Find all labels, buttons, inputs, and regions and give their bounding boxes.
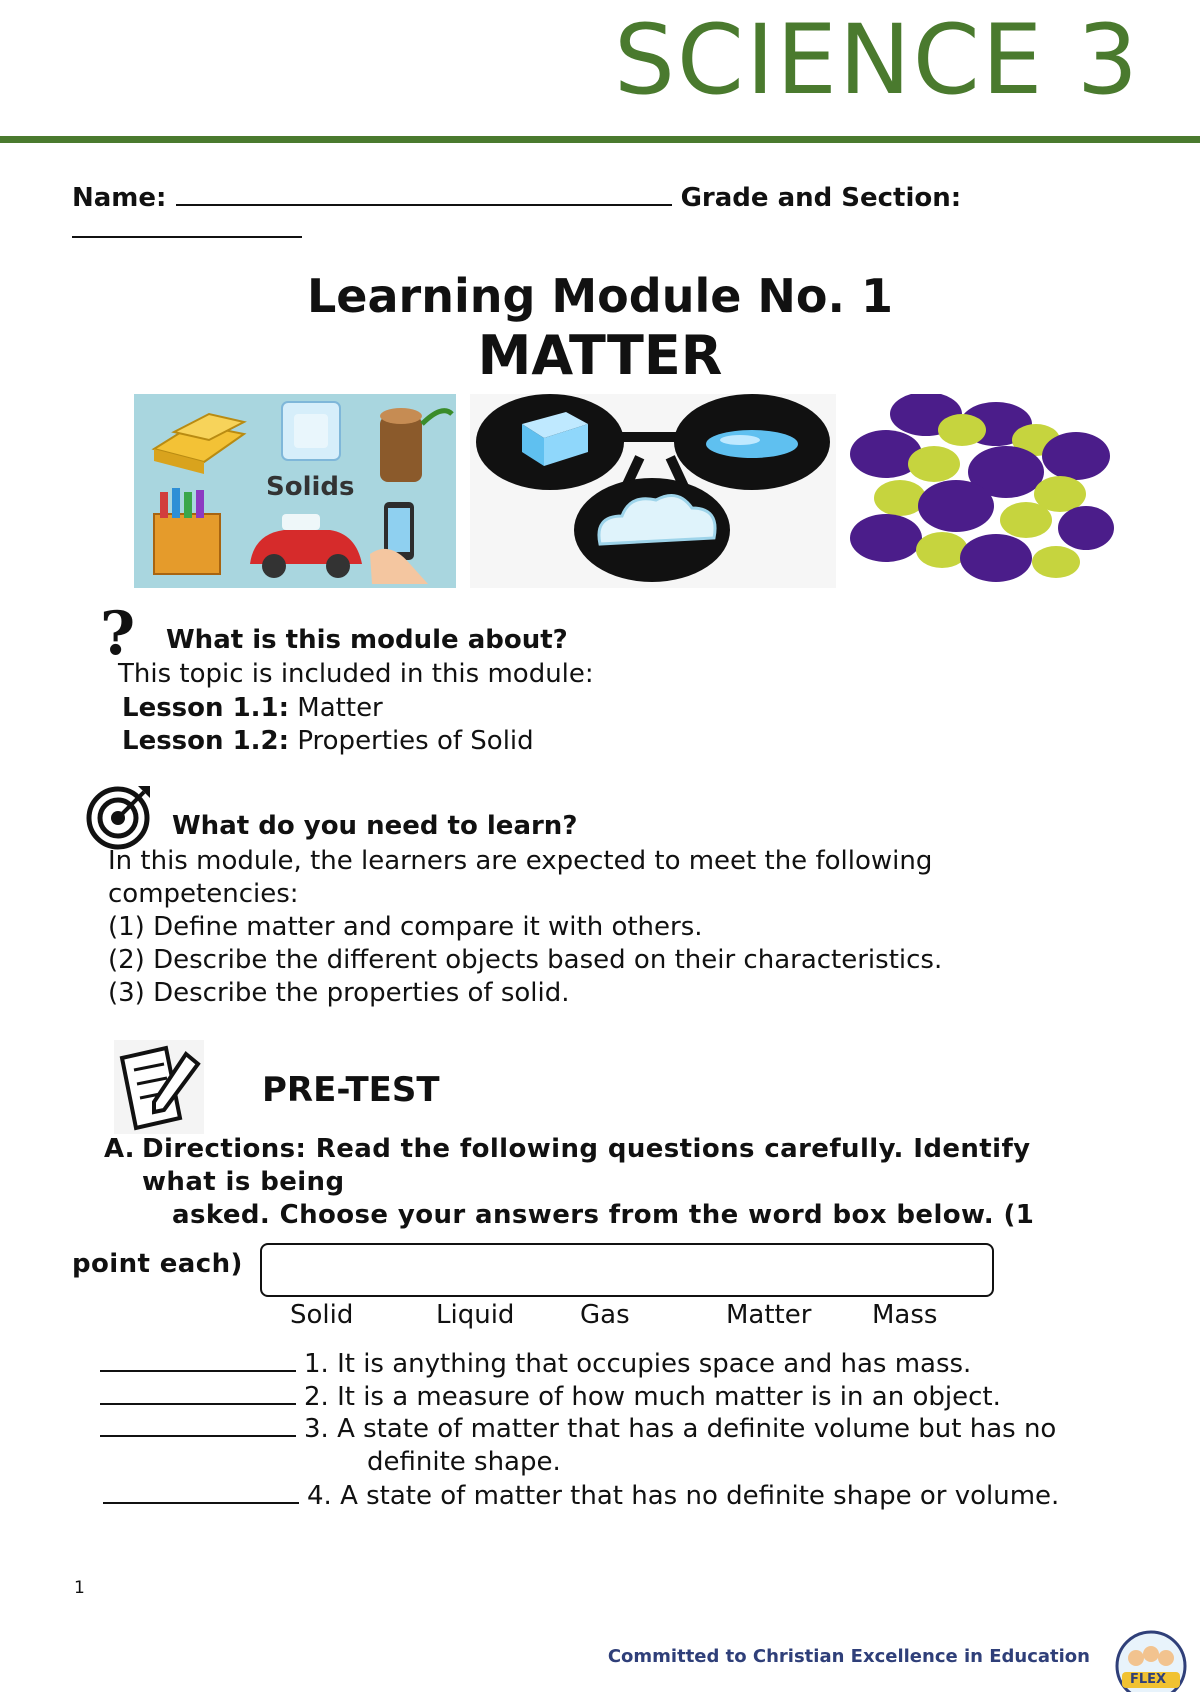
- competency-item: (3) Describe the properties of solid.: [108, 978, 570, 1008]
- word-box-option: Solid: [290, 1300, 354, 1330]
- word-box-option: Matter: [726, 1300, 812, 1330]
- svg-text:?: ?: [100, 599, 136, 662]
- question-item: [100, 1348, 971, 1381]
- page-number: 1: [74, 1578, 85, 1598]
- word-box: [260, 1243, 994, 1297]
- lesson-title: Properties of Solid: [297, 726, 534, 756]
- question-text: 3. A state of matter that has a definite volume but has no: [304, 1414, 1057, 1444]
- particle-model-picture: [846, 394, 1114, 588]
- directions-text: asked. Choose your answers from the word box below. (1: [172, 1200, 1035, 1230]
- states-of-matter-picture: [470, 394, 836, 588]
- pretest-heading: PRE-TEST: [262, 1070, 440, 1110]
- name-blank[interactable]: [176, 204, 672, 206]
- subject-title: SCIENCE 3: [613, 4, 1140, 116]
- learn-intro: In this module, the learners are expected to meet the following: [108, 846, 933, 876]
- name-row: [72, 182, 961, 215]
- question-item: [103, 1480, 1059, 1513]
- target-icon: [86, 782, 154, 850]
- lesson-label: Lesson 1.1:: [122, 693, 290, 723]
- question-text: 4. A state of matter that has no definite shape or volume.: [307, 1481, 1060, 1511]
- grade-section-blank[interactable]: [72, 236, 302, 238]
- answer-blank[interactable]: [100, 1435, 296, 1437]
- directions-text: what is being: [142, 1167, 345, 1197]
- competency-item: (2) Describe the different objects based on their characteristics.: [108, 945, 943, 975]
- answer-blank[interactable]: [100, 1370, 296, 1372]
- question-text-continued: definite shape.: [367, 1447, 561, 1477]
- question-item: [100, 1413, 1056, 1446]
- particle-model-illustration: [846, 394, 1114, 588]
- word-box-option: Mass: [872, 1300, 938, 1330]
- states-of-matter-diagram: [470, 394, 836, 588]
- question-item: [100, 1381, 1001, 1414]
- question-mark-icon: [96, 598, 138, 662]
- competency-item: (1) Define matter and compare it with others.: [108, 912, 703, 942]
- header-divider: [0, 136, 1200, 143]
- answer-blank[interactable]: [103, 1502, 299, 1504]
- notepad-pencil-icon: [114, 1040, 204, 1134]
- module-topic: MATTER: [477, 324, 723, 387]
- school-logo: [1108, 1626, 1194, 1692]
- directions-text: point each): [72, 1249, 243, 1279]
- learn-intro-continued: competencies:: [108, 879, 299, 909]
- module-title: Learning Module No. 1: [306, 269, 894, 323]
- logo-text: FLEX: [1130, 1672, 1167, 1687]
- solids-caption: Solids: [266, 472, 355, 502]
- lesson-label: Lesson 1.2:: [122, 726, 290, 756]
- lesson-title: Matter: [289, 693, 383, 723]
- about-heading: What is this module about?: [166, 625, 568, 655]
- solids-picture: [134, 394, 456, 588]
- question-text: 2. It is a measure of how much matter is in an object.: [304, 1382, 1001, 1412]
- word-box-option: Liquid: [436, 1300, 515, 1330]
- word-box-option: Gas: [580, 1300, 630, 1330]
- grade-section-label: Grade and Section:: [680, 183, 962, 213]
- about-intro: This topic is included in this module:: [118, 659, 594, 689]
- lesson-item: [122, 692, 383, 725]
- lesson-item: [122, 725, 534, 758]
- directions-text: Directions: Read the following questions carefully. Identify: [142, 1134, 1031, 1164]
- footer-motto: Committed to Christian Excellence in Education: [607, 1646, 1090, 1667]
- answer-blank[interactable]: [100, 1403, 296, 1405]
- name-label: Name:: [72, 183, 167, 213]
- learn-heading: What do you need to learn?: [172, 811, 578, 841]
- directions-letter: A.: [104, 1134, 135, 1164]
- question-text: 1. It is anything that occupies space and has mass.: [304, 1349, 972, 1379]
